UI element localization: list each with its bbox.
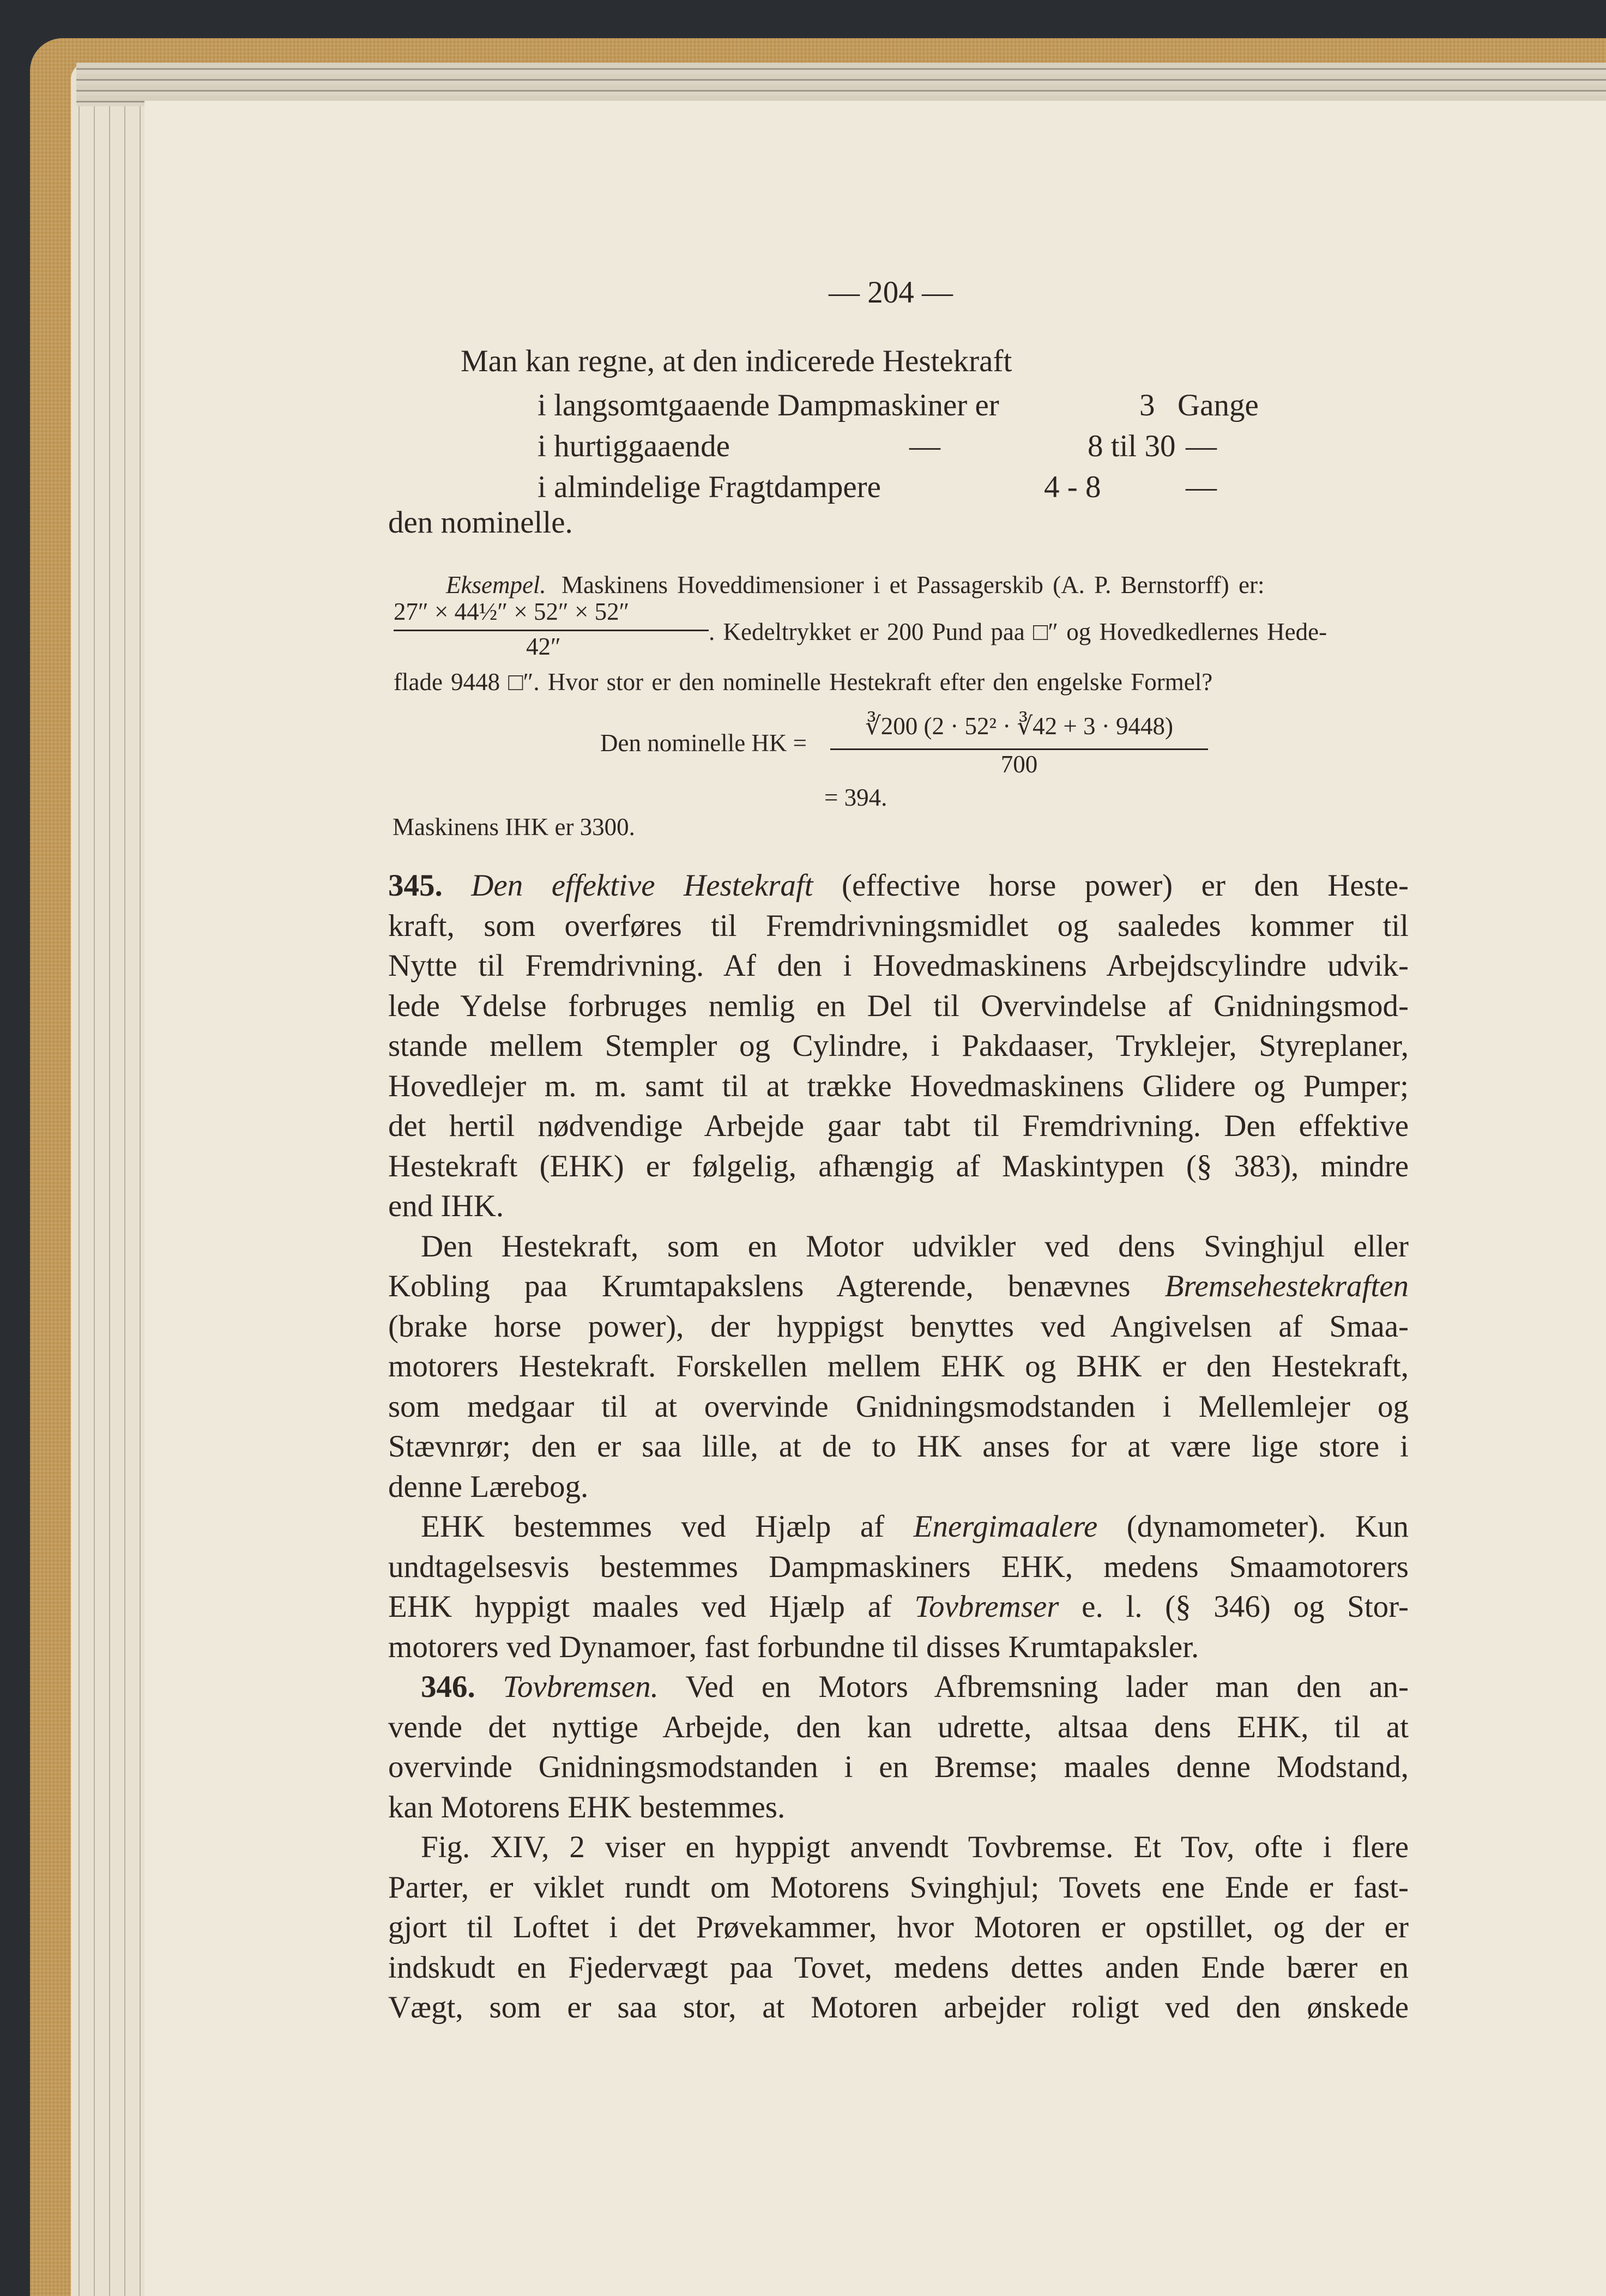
text-segment: lede Ydelse forbruges nemlig en Del til Overvindelse af Gnidningsmod- bbox=[388, 988, 1409, 1023]
intro-row-label: i hurtiggaaende bbox=[538, 429, 730, 463]
text-segment: EHK hyppigt maales ved Hjælp af bbox=[388, 1590, 915, 1624]
text-segment: Ved en Motors Afbremsning lader man den an- bbox=[658, 1670, 1409, 1704]
text-line bbox=[388, 1787, 1409, 1828]
text-line bbox=[388, 1587, 1409, 1627]
page-number: — 204 — bbox=[829, 275, 953, 310]
intro-row-label: i almindelige Fragtdampere bbox=[538, 470, 881, 504]
text-segment: Hestekraft (EHK) er følgelig, afhængig af Maskintypen (§ 383), mindre bbox=[388, 1149, 1409, 1183]
text-segment bbox=[443, 868, 472, 903]
example-line3: flade 9448 □″. Hvor stor er den nominelle Hestekraft efter den engelske Formel? bbox=[394, 668, 1213, 696]
section-number: 345. bbox=[388, 868, 443, 903]
text-line bbox=[388, 1146, 1409, 1187]
example-label: Eksempel. bbox=[446, 571, 546, 599]
text-segment: e. l. (§ 346) og Stor- bbox=[1059, 1590, 1409, 1624]
text-segment: Den Hestekraft, som en Motor udvikler ved dens Svinghjul eller bbox=[421, 1229, 1409, 1264]
text-segment: motorers Hestekraft. Forskellen mellem EHK og BHK er den Hestekraft, bbox=[388, 1349, 1409, 1383]
text-segment: gjort til Loftet i det Prøvekammer, hvor Motoren er opstillet, og der er bbox=[388, 1910, 1409, 1944]
text-segment: Stævnrør; den er saa lille, at de to HK anses for at være lige store i bbox=[388, 1429, 1409, 1464]
text-line bbox=[388, 1106, 1409, 1146]
page-edges-top bbox=[76, 63, 1606, 106]
italic-term: Energimaalere bbox=[913, 1509, 1098, 1544]
text-line bbox=[388, 1307, 1409, 1347]
example-ihk: Maskinens IHK er 3300. bbox=[393, 813, 635, 841]
intro-tail: den nominelle. bbox=[388, 505, 573, 540]
formula-denominator: 700 bbox=[1000, 751, 1038, 778]
text-segment: motorers ved Dynamoer, fast forbundne til disses Krumtapaksler. bbox=[388, 1629, 1199, 1664]
text-segment: (dynamometer). Kun bbox=[1097, 1509, 1409, 1544]
text-line bbox=[388, 1346, 1409, 1387]
dims-fraction-bar bbox=[394, 630, 709, 631]
intro-row-value: 8 til 30 bbox=[1088, 429, 1176, 463]
text-segment: overvinde Gnidningsmodstanden i en Bremse; maales denne Modstand, bbox=[388, 1750, 1409, 1784]
text-segment: EHK bestemmes ved Hjælp af bbox=[421, 1509, 914, 1544]
text-line bbox=[388, 1948, 1409, 1988]
formula-lhs: Den nominelle HK = bbox=[600, 729, 807, 757]
intro-lead: Man kan regne, at den indicerede Hestekraft bbox=[461, 344, 1012, 378]
text-line bbox=[388, 1507, 1409, 1547]
section-number: 346. bbox=[421, 1670, 475, 1704]
text-segment: (effective horse power) er den Heste- bbox=[813, 868, 1409, 903]
text-line bbox=[388, 1186, 1409, 1226]
text-line bbox=[388, 1868, 1409, 1908]
text-line bbox=[388, 1707, 1409, 1748]
text-line bbox=[388, 1427, 1409, 1467]
text-segment: det hertil nødvendige Arbejde gaar tabt til Fremdrivning. Den effektive bbox=[388, 1109, 1409, 1143]
intro-row-ditto: — bbox=[909, 429, 940, 463]
intro-row-unit: — bbox=[1186, 429, 1217, 463]
text-segment: kraft, som overføres til Fremdrivningsmidlet og saaledes kommer til bbox=[388, 908, 1409, 943]
example-line1: Maskinens Hoveddimensioner i et Passagerskib (A. P. Bernstorff) er: bbox=[562, 571, 1265, 599]
text-line bbox=[388, 1667, 1409, 1707]
text-segment: som medgaar til at overvinde Gnidningsmodstanden i Mellemlejer og bbox=[388, 1389, 1409, 1424]
italic-term: Bremsehestekraften bbox=[1164, 1269, 1409, 1303]
text-line bbox=[388, 986, 1409, 1026]
text-segment: (brake horse power), der hyppigst benyttes ved Angivelsen af Smaa- bbox=[388, 1309, 1409, 1344]
text-segment: Parter, er viklet rundt om Motorens Svinghjul; Tovets ene Ende er fast- bbox=[388, 1870, 1409, 1905]
text-line bbox=[388, 906, 1409, 946]
text-line bbox=[388, 1827, 1409, 1868]
text-line bbox=[388, 1026, 1409, 1066]
intro-row-value: 4 - 8 bbox=[1044, 470, 1101, 504]
intro-row-value: 3 bbox=[1139, 388, 1155, 422]
text-segment: Vægt, som er saa stor, at Motoren arbejder roligt ved den ønskede bbox=[388, 1990, 1409, 2025]
text-segment: Nytte til Fremdrivning. Af den i Hovedmaskinens Arbejdscylindre udvik- bbox=[388, 948, 1409, 983]
text-line bbox=[388, 1547, 1409, 1587]
text-line bbox=[388, 946, 1409, 986]
text-segment: Hovedlejer m. m. samt til at trække Hovedmaskinens Glidere og Pumper; bbox=[388, 1068, 1409, 1103]
intro-row-unit: Gange bbox=[1178, 388, 1259, 422]
italic-term: Tovbremsen. bbox=[503, 1670, 659, 1704]
dims-denominator: 42″ bbox=[526, 633, 561, 660]
text-line bbox=[388, 1987, 1409, 2028]
formula-numerator: ∛200 (2 · 52² · ∛42 + 3 · 9448) bbox=[865, 712, 1173, 740]
text-segment: kan Motorens EHK bestemmes. bbox=[388, 1790, 786, 1824]
dims-numerator: 27″ × 44½″ × 52″ × 52″ bbox=[394, 598, 630, 625]
text-segment: indskudt en Fjedervægt paa Tovet, medens dettes anden Ende bærer en bbox=[388, 1950, 1409, 1985]
italic-term: Tovbremser bbox=[914, 1590, 1059, 1624]
text-segment: vende det nyttige Arbejde, den kan udrette, altsaa dens EHK, til at bbox=[388, 1709, 1409, 1744]
text-line bbox=[388, 1066, 1409, 1107]
text-segment: end IHK. bbox=[388, 1189, 504, 1223]
text-segment: denne Lærebog. bbox=[388, 1469, 589, 1504]
intro-row-unit: — bbox=[1186, 470, 1217, 504]
text-line bbox=[388, 1627, 1409, 1667]
text-segment: Kobling paa Krumtapakslens Agterende, benævnes bbox=[388, 1269, 1165, 1303]
text-line bbox=[388, 1387, 1409, 1427]
text-line bbox=[388, 1907, 1409, 1948]
text-segment bbox=[475, 1670, 503, 1704]
text-segment: Fig. XIV, 2 viser en hyppigt anvendt Tovbremse. Et Tov, ofte i flere bbox=[421, 1830, 1409, 1864]
text-line bbox=[388, 1266, 1409, 1307]
formula-result: = 394. bbox=[824, 784, 887, 811]
text-segment: undtagelsesvis bestemmes Dampmaskiners EHK, medens Smaamotorers bbox=[388, 1549, 1409, 1584]
text-line bbox=[388, 1467, 1409, 1507]
italic-term: Den effektive Hestekraft bbox=[471, 868, 813, 903]
text-line bbox=[388, 1226, 1409, 1267]
text-line bbox=[388, 1747, 1409, 1787]
example-line2: . Kedeltrykket er 200 Pund paa □″ og Hovedkedlernes Hede- bbox=[709, 618, 1327, 645]
text-line bbox=[388, 866, 1409, 906]
text-segment: stande mellem Stempler og Cylindre, i Pakdaaser, Tryklejer, Styreplaner, bbox=[388, 1029, 1409, 1063]
intro-row-label: i langsomtgaaende Dampmaskiner er bbox=[538, 388, 999, 422]
